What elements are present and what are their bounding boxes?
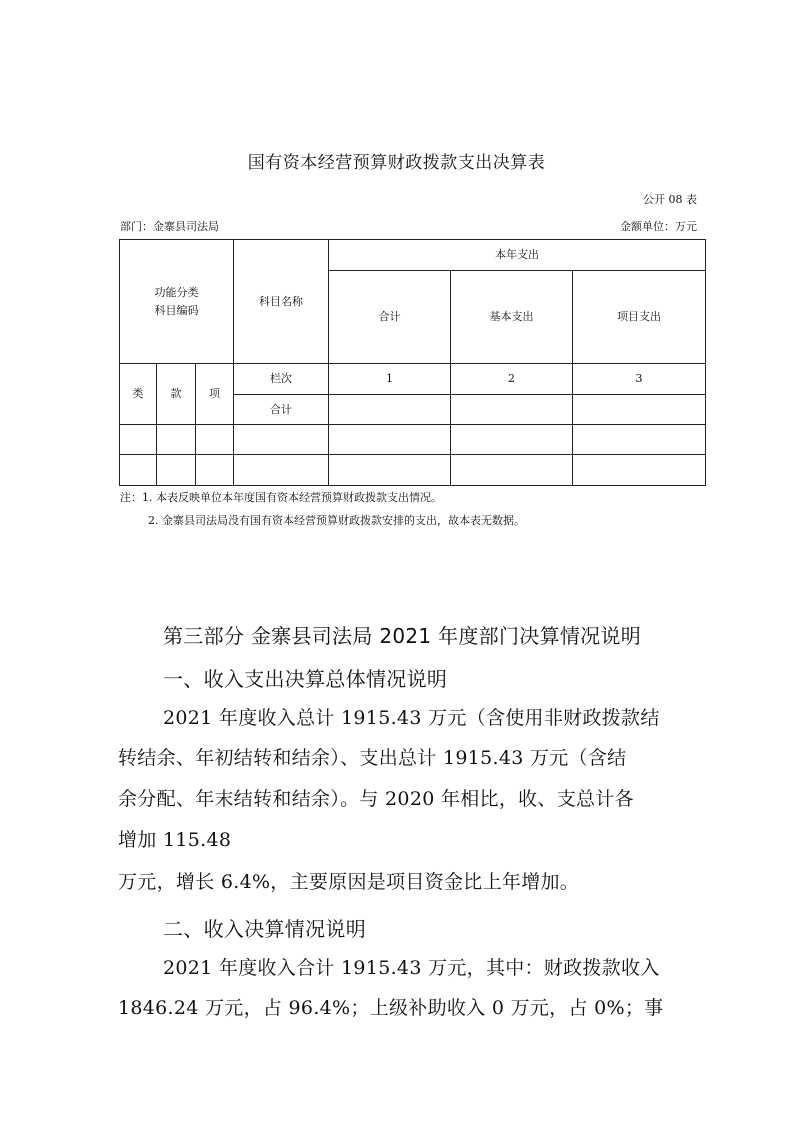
table-cell <box>329 455 451 486</box>
table-cell <box>234 455 329 486</box>
form-number: 公开 08 表 <box>643 193 697 206</box>
project-expenditure-header: 项目支出 <box>573 271 706 364</box>
column-3: 3 <box>573 364 706 395</box>
table-row <box>120 425 706 455</box>
table-cell <box>120 425 157 455</box>
table-cell <box>573 455 706 486</box>
subject-code-label: 科目编码 <box>154 303 199 317</box>
table-cell <box>451 455 573 486</box>
part3-heading: 第三部分 金寨县司法局 2021 年度部门决算情况说明 <box>163 624 642 648</box>
table-cell <box>120 455 157 486</box>
total-header: 合计 <box>329 271 451 364</box>
table-cell <box>234 425 329 455</box>
budget-expenditure-table <box>119 239 706 486</box>
table-cell <box>573 425 706 455</box>
subject-name-header: 科目名称 <box>234 240 329 364</box>
table-note-1: 注：1. 本表反映单位本年度国有资本经营预算财政拨款支出情况。 <box>120 491 442 504</box>
section2-heading: 二、收入决算情况说明 <box>163 917 366 941</box>
column-number-label: 栏次 <box>234 364 329 395</box>
table-cell <box>573 395 706 425</box>
table-cell <box>157 425 196 455</box>
section1-line-2: 转结余、年初结转和结余）、支出总计 1915.43 万元（含结 <box>118 747 627 769</box>
section2-line-1: 2021 年度收入合计 1915.43 万元，其中：财政拨款收入 <box>163 957 660 979</box>
section2-line-2: 1846.24 万元，占 96.4%；上级补助收入 0 万元，占 0%；事 <box>118 997 664 1019</box>
table-cell <box>157 455 196 486</box>
current-year-expenditure-header: 本年支出 <box>329 240 706 271</box>
amount-unit-label: 金额单位：万元 <box>620 220 697 233</box>
basic-expenditure-header: 基本支出 <box>451 271 573 364</box>
table-cell <box>329 395 451 425</box>
table-row <box>120 455 706 486</box>
section1-heading: 一、收入支出决算总体情况说明 <box>163 667 448 691</box>
column-2: 2 <box>451 364 573 395</box>
kuan-header: 款 <box>157 364 196 425</box>
section1-line-4: 增加 115.48 <box>118 829 232 851</box>
table-title: 国有资本经营预算财政拨款支出决算表 <box>247 153 546 173</box>
table-cell <box>451 425 573 455</box>
table-cell <box>196 455 234 486</box>
table-note-2: 2. 金寨县司法局没有国有资本经营预算财政拨款安排的支出，故本表无数据。 <box>148 514 525 527</box>
section1-line-1: 2021 年度收入总计 1915.43 万元（含使用非财政拨款结 <box>163 707 660 729</box>
lei-header: 类 <box>120 364 157 425</box>
table-cell <box>196 425 234 455</box>
xiang-header: 项 <box>196 364 234 425</box>
sum-row-label: 合计 <box>234 395 329 425</box>
table-cell <box>451 395 573 425</box>
function-class-header <box>120 240 234 364</box>
column-1: 1 <box>329 364 451 395</box>
section1-line-5: 万元，增长 6.4%，主要原因是项目资金比上年增加。 <box>118 871 580 893</box>
section1-line-3: 余分配、年末结转和结余）。与 2020 年相比，收、支总计各 <box>118 788 634 810</box>
table-cell <box>329 425 451 455</box>
function-class-label: 功能分类 <box>154 285 199 299</box>
department-label: 部门：金寨县司法局 <box>120 220 219 233</box>
